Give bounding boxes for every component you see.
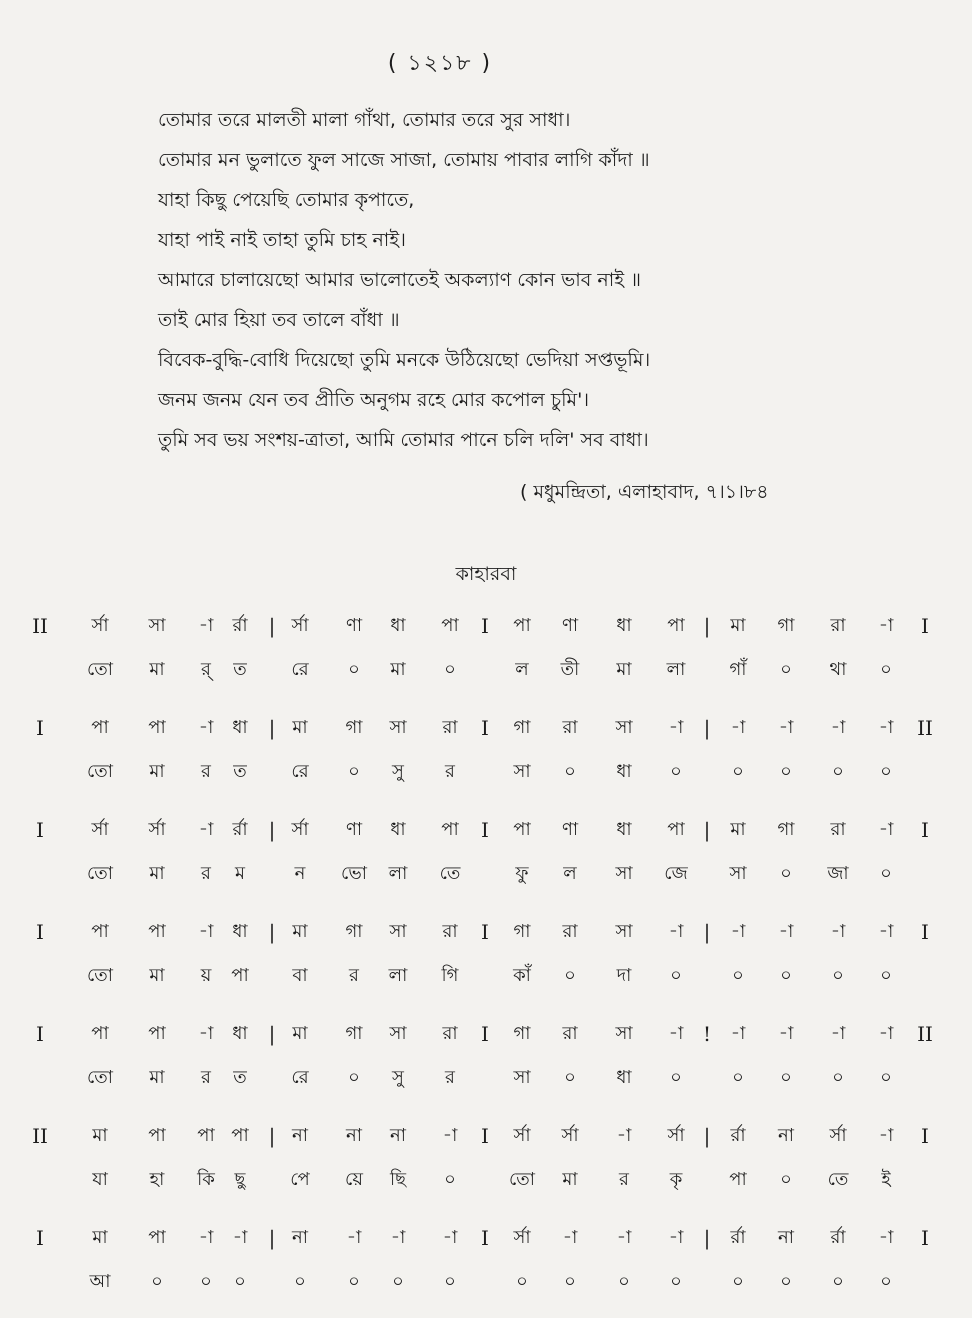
swara-note: -া	[198, 717, 214, 738]
lyric-syllable: সু	[392, 761, 404, 782]
swara-note: গা	[345, 1023, 363, 1044]
lyric-syllable: ন	[294, 863, 306, 884]
swara-note: রা	[442, 717, 458, 738]
swara-note: ধা	[616, 819, 632, 840]
swara-note: পা	[148, 921, 166, 942]
swara-note: না	[778, 1227, 794, 1248]
notation-block	[0, 604, 972, 706]
lyric-syllable: রে	[291, 1067, 309, 1088]
swara-note: -া	[878, 717, 894, 738]
lyric-syllable: সা	[513, 1067, 531, 1088]
lyric-syllable: ছু	[234, 1169, 246, 1190]
lyric-syllable: জে	[664, 863, 688, 884]
lyric-syllable: গাঁ	[729, 659, 747, 680]
swara-note: র্সা	[513, 1227, 531, 1248]
bar-line: |	[268, 1022, 276, 1046]
swara-note: পা	[148, 1023, 166, 1044]
bar-line-end: I	[921, 818, 929, 842]
song-lyrics	[158, 100, 958, 460]
swara-note: -া	[878, 1227, 894, 1248]
swara-note: পা	[148, 1227, 166, 1248]
lyric-syllable: পা	[231, 965, 249, 986]
swara-note: রা	[562, 1023, 578, 1044]
swara-note: র্রা	[730, 1125, 746, 1146]
lyric-syllable: ০	[732, 761, 744, 782]
lyric-syllable: ০	[732, 965, 744, 986]
lyric-syllable: তো	[86, 1067, 114, 1088]
swara-row	[0, 604, 972, 648]
lyric-syllable: ০	[880, 965, 892, 986]
lyric-syllable: ভো	[341, 863, 367, 884]
swara-note: মা	[292, 717, 308, 738]
bar-line-start: I	[36, 1022, 44, 1046]
lyric-syllable: মা	[616, 659, 632, 680]
swara-note: মা	[92, 1125, 108, 1146]
lyric-syllable: র	[201, 1067, 211, 1088]
lyric-syllable: তো	[86, 965, 114, 986]
swara-note: ধা	[390, 615, 406, 636]
bar-line: I	[481, 1022, 489, 1046]
lyric-syllable: ০	[444, 1271, 456, 1292]
lyric-syllable: তো	[86, 659, 114, 680]
lyric-syllable: রে	[291, 659, 309, 680]
swara-note: না	[346, 1125, 362, 1146]
swara-note: -া	[198, 615, 214, 636]
swara-note: পা	[231, 1125, 249, 1146]
bar-line: |	[703, 1124, 711, 1148]
lyric-syllable: কাঁ	[513, 965, 531, 986]
verse-line: তুমি সব ভয় সংশয়-ত্রাতা, আমি তোমার পানে চলি দলি' সব বাধা।	[158, 429, 649, 451]
bar-line-end: I	[921, 614, 929, 638]
swara-note: -া	[668, 921, 684, 942]
lyric-syllable: মা	[149, 659, 165, 680]
lyric-row	[0, 750, 972, 794]
swara-note: রা	[562, 717, 578, 738]
swara-note: রা	[830, 819, 846, 840]
swara-note: র্সা	[667, 1125, 685, 1146]
swara-note: পা	[667, 615, 685, 636]
lyric-syllable: র	[445, 1067, 455, 1088]
swara-note: -া	[346, 1227, 362, 1248]
verse-line: তোমার তরে মালতী মালা গাঁথা, তোমার তরে সুর সাধা।	[158, 109, 571, 131]
swara-note: পা	[91, 921, 109, 942]
swara-note: পা	[667, 819, 685, 840]
lyric-syllable: সা	[513, 761, 531, 782]
swara-note: মা	[292, 921, 308, 942]
swara-note: -া	[198, 921, 214, 942]
swara-note: পা	[513, 819, 531, 840]
bar-line: I	[481, 920, 489, 944]
lyric-syllable: তে	[827, 1169, 849, 1190]
swara-note: -া	[878, 921, 894, 942]
lyric-syllable: ০	[618, 1271, 630, 1292]
bar-line: |	[703, 716, 711, 740]
swara-row	[0, 1216, 972, 1260]
swara-note: ণা	[561, 615, 579, 636]
lyric-syllable: র	[201, 863, 211, 884]
lyric-syllable: ০	[780, 863, 792, 884]
lyric-syllable: ০	[564, 1271, 576, 1292]
swara-note: -া	[198, 1023, 214, 1044]
swara-note: ধা	[232, 1023, 248, 1044]
verse-line: জনম জনম যেন তব প্রীতি অনুগম রহে মোর কপোল চুমি'।	[158, 389, 590, 411]
bar-line-end: I	[921, 1226, 929, 1250]
verse-line: তোমার মন ভুলাতে ফুল সাজে সাজা, তোমায় পাবার লাগি কাঁদা ॥	[158, 149, 650, 171]
swara-note: র্রা	[730, 1227, 746, 1248]
swara-note: -া	[616, 1125, 632, 1146]
swara-note: পা	[441, 615, 459, 636]
lyric-syllable: লা	[388, 863, 408, 884]
lyric-syllable: ০	[151, 1271, 163, 1292]
lyric-syllable: ০	[780, 1067, 792, 1088]
lyric-syllable: পে	[290, 1169, 310, 1190]
notation-block	[0, 1216, 972, 1318]
lyric-syllable: রে	[291, 761, 309, 782]
swara-row	[0, 706, 972, 750]
lyric-syllable: আ	[89, 1271, 111, 1292]
swara-note: ধা	[232, 717, 248, 738]
swara-note: -া	[878, 1023, 894, 1044]
swara-note: র্সা	[148, 819, 166, 840]
swara-note: না	[778, 1125, 794, 1146]
notation-block	[0, 808, 972, 910]
swara-note: গা	[345, 921, 363, 942]
swara-note: গা	[513, 717, 531, 738]
lyric-syllable: ০	[732, 1067, 744, 1088]
lyric-syllable: ই	[881, 1169, 891, 1190]
swara-note: সা	[615, 921, 633, 942]
bar-line-start: I	[36, 920, 44, 944]
swara-row	[0, 808, 972, 852]
lyric-syllable: ফু	[515, 863, 529, 884]
lyric-syllable: ম	[235, 863, 245, 884]
swara-note: র্সা	[829, 1125, 847, 1146]
lyric-syllable: ০	[564, 1067, 576, 1088]
lyric-syllable: ০	[780, 761, 792, 782]
lyric-syllable: লা	[666, 659, 686, 680]
lyric-syllable: ধা	[616, 1067, 632, 1088]
bar-line-start: II	[32, 614, 48, 638]
lyric-syllable: মা	[149, 761, 165, 782]
swara-note: র্সা	[291, 615, 309, 636]
swara-note: সা	[148, 615, 166, 636]
lyric-syllable: ০	[880, 659, 892, 680]
bar-line: |	[703, 818, 711, 842]
lyric-syllable: ০	[780, 1169, 792, 1190]
bar-line: I	[481, 1124, 489, 1148]
bar-line: |	[268, 818, 276, 842]
swara-note: পা	[148, 1125, 166, 1146]
swara-note: ণা	[345, 819, 363, 840]
lyric-syllable: ০	[516, 1271, 528, 1292]
swara-note: -া	[442, 1125, 458, 1146]
lyric-row	[0, 1056, 972, 1100]
swara-note: -া	[830, 1023, 846, 1044]
swara-note: পা	[513, 615, 531, 636]
swara-note: মা	[92, 1227, 108, 1248]
lyric-syllable: ০	[832, 761, 844, 782]
lyric-syllable: বা	[292, 965, 308, 986]
swara-note: মা	[292, 1023, 308, 1044]
lyric-syllable: দা	[616, 965, 632, 986]
swara-note: -া	[778, 921, 794, 942]
swara-note: র্সা	[561, 1125, 579, 1146]
lyric-syllable: ০	[348, 1067, 360, 1088]
lyric-syllable: ত	[233, 1067, 247, 1088]
lyric-syllable: ল	[515, 659, 529, 680]
lyric-syllable: ০	[348, 659, 360, 680]
bar-line: I	[481, 818, 489, 842]
swara-note: -া	[562, 1227, 578, 1248]
swara-note: র্সা	[291, 819, 309, 840]
swara-note: পা	[148, 717, 166, 738]
lyric-syllable: তী	[560, 659, 580, 680]
lyric-syllable: ০	[348, 761, 360, 782]
lyric-syllable: কৃ	[669, 1169, 683, 1190]
lyric-syllable: ধা	[616, 761, 632, 782]
lyric-syllable: গি	[441, 965, 459, 986]
swara-note: -া	[778, 717, 794, 738]
swara-note: রা	[562, 921, 578, 942]
lyric-syllable: সা	[615, 863, 633, 884]
swara-note: গা	[513, 1023, 531, 1044]
swara-note: -া	[668, 717, 684, 738]
lyric-syllable: ০	[880, 1271, 892, 1292]
swara-note: -া	[668, 1023, 684, 1044]
lyric-syllable: ০	[670, 761, 682, 782]
lyric-row	[0, 852, 972, 896]
lyric-syllable: ০	[200, 1271, 212, 1292]
lyric-syllable: জা	[827, 863, 849, 884]
bar-line: |	[268, 920, 276, 944]
lyric-syllable: মা	[562, 1169, 578, 1190]
lyric-row	[0, 954, 972, 998]
swara-row	[0, 1012, 972, 1056]
lyric-syllable: সু	[392, 1067, 404, 1088]
verse-line: যাহা কিছু পেয়েছি তোমার কৃপাতে,	[158, 189, 415, 211]
bar-line: |	[268, 1124, 276, 1148]
swara-note: -া	[232, 1227, 248, 1248]
swara-note: পা	[91, 1023, 109, 1044]
verse-line: আমারে চালায়েছো আমার ভালোতেই অকল্যাণ কোন ভাব নাই ॥	[158, 269, 641, 291]
bar-line: I	[481, 614, 489, 638]
notation-block	[0, 1012, 972, 1114]
swara-note: পা	[91, 717, 109, 738]
lyric-syllable: র	[619, 1169, 629, 1190]
lyric-syllable: মা	[390, 659, 406, 680]
notation-table	[0, 604, 972, 1318]
swara-note: সা	[615, 717, 633, 738]
swara-note: র্সা	[513, 1125, 531, 1146]
lyric-row	[0, 648, 972, 692]
taal-name: কাহারবা	[455, 563, 517, 585]
swara-note: না	[292, 1227, 308, 1248]
bar-line-start: II	[32, 1124, 48, 1148]
lyric-syllable: ত	[233, 659, 247, 680]
lyric-syllable: ০	[564, 965, 576, 986]
swara-note: -া	[442, 1227, 458, 1248]
lyric-syllable: ০	[564, 761, 576, 782]
swara-note: ধা	[390, 819, 406, 840]
lyric-syllable: ০	[780, 1271, 792, 1292]
bar-line-end: I	[921, 920, 929, 944]
lyric-syllable: পা	[729, 1169, 747, 1190]
lyric-row	[0, 1158, 972, 1202]
swara-note: -া	[198, 819, 214, 840]
bar-line-start: I	[36, 716, 44, 740]
lyric-syllable: মা	[149, 965, 165, 986]
swara-note: -া	[198, 1227, 214, 1248]
lyric-syllable: ০	[732, 1271, 744, 1292]
bar-line: I	[481, 1226, 489, 1250]
swara-note: রা	[442, 1023, 458, 1044]
lyric-syllable: কি	[197, 1169, 215, 1190]
lyric-syllable: ল	[563, 863, 577, 884]
swara-note: গা	[345, 717, 363, 738]
bar-line-start: I	[36, 818, 44, 842]
bar-line: |	[268, 1226, 276, 1250]
lyric-syllable: তে	[439, 863, 461, 884]
lyric-syllable: হা	[149, 1169, 165, 1190]
swara-note: র্রা	[232, 819, 248, 840]
swara-note: -া	[878, 819, 894, 840]
lyric-syllable: লা	[388, 965, 408, 986]
swara-note: ণা	[561, 819, 579, 840]
lyric-syllable: ০	[832, 1067, 844, 1088]
bar-line: |	[703, 920, 711, 944]
lyric-syllable: মা	[149, 863, 165, 884]
lyric-syllable: ০	[832, 965, 844, 986]
notation-block	[0, 910, 972, 1012]
lyric-syllable: তো	[86, 863, 114, 884]
lyric-syllable: র	[349, 965, 359, 986]
lyric-syllable: যা	[92, 1169, 108, 1190]
lyric-syllable: ত	[233, 761, 247, 782]
swara-note: সা	[389, 1023, 407, 1044]
lyric-syllable: ০	[444, 1169, 456, 1190]
notation-block	[0, 1114, 972, 1216]
lyric-syllable: র্	[201, 659, 211, 680]
swara-note: পা	[197, 1125, 215, 1146]
lyric-syllable: তো	[508, 1169, 536, 1190]
page-number: ( ১২১৮ )	[387, 51, 493, 76]
swara-note: -া	[730, 717, 746, 738]
swara-note: -া	[390, 1227, 406, 1248]
lyric-syllable: ০	[880, 1067, 892, 1088]
bar-line: |	[703, 1226, 711, 1250]
verse-line: যাহা পাই নাই তাহা তুমি চাহ নাই।	[158, 229, 406, 251]
lyric-syllable: ০	[348, 1271, 360, 1292]
notation-block	[0, 706, 972, 808]
bar-line: I	[481, 716, 489, 740]
swara-note: গা	[777, 819, 795, 840]
lyric-syllable: থা	[829, 659, 847, 680]
swara-note: না	[292, 1125, 308, 1146]
swara-note: ধা	[232, 921, 248, 942]
swara-note: গা	[777, 615, 795, 636]
bar-line: |	[703, 614, 711, 638]
swara-note: না	[390, 1125, 406, 1146]
attribution: ( মধুমন্দ্রিতা, এলাহাবাদ, ৭।১।৮৪	[520, 481, 769, 503]
lyric-syllable: র	[445, 761, 455, 782]
swara-row	[0, 1114, 972, 1158]
bar-line: |	[268, 716, 276, 740]
bar-line: !	[702, 1022, 712, 1046]
swara-note: সা	[615, 1023, 633, 1044]
lyric-syllable: ০	[880, 761, 892, 782]
lyric-syllable: ০	[670, 1067, 682, 1088]
bar-line-end: II	[917, 716, 933, 740]
lyric-syllable: ০	[780, 965, 792, 986]
swara-note: রা	[830, 615, 846, 636]
bar-line-end: I	[921, 1124, 929, 1148]
lyric-syllable: মা	[149, 1067, 165, 1088]
lyric-syllable: ০	[670, 965, 682, 986]
lyric-syllable: য়	[200, 965, 212, 986]
lyric-row	[0, 1260, 972, 1304]
lyric-syllable: ০	[670, 1271, 682, 1292]
lyric-syllable: ০	[234, 1271, 246, 1292]
lyric-syllable: ০	[880, 863, 892, 884]
lyric-syllable: ০	[832, 1271, 844, 1292]
verse-line: বিবেক-বুদ্ধি-বোধি দিয়েছো তুমি মনকে উঠিয়েছো ভেদিয়া সপ্তভূমি।	[158, 349, 651, 371]
bar-line-end: II	[917, 1022, 933, 1046]
swara-note: পা	[441, 819, 459, 840]
swara-note: -া	[616, 1227, 632, 1248]
swara-note: -া	[878, 1125, 894, 1146]
lyric-syllable: ০	[392, 1271, 404, 1292]
lyric-syllable: ছি	[389, 1169, 407, 1190]
lyric-syllable: ০	[780, 659, 792, 680]
swara-note: সা	[389, 921, 407, 942]
swara-note: -া	[878, 615, 894, 636]
lyric-syllable: র	[201, 761, 211, 782]
swara-note: -া	[830, 921, 846, 942]
lyric-syllable: য়ে	[345, 1169, 363, 1190]
swara-note: ধা	[616, 615, 632, 636]
lyric-syllable: ০	[444, 659, 456, 680]
swara-row	[0, 910, 972, 954]
swara-note: মা	[730, 819, 746, 840]
swara-note: -া	[668, 1227, 684, 1248]
swara-note: রা	[442, 921, 458, 942]
lyric-syllable: সা	[729, 863, 747, 884]
swara-note: -া	[778, 1023, 794, 1044]
swara-note: র্সা	[91, 615, 109, 636]
swara-note: -া	[730, 921, 746, 942]
swara-note: গা	[513, 921, 531, 942]
swara-note: ণা	[345, 615, 363, 636]
swara-note: র্রা	[232, 615, 248, 636]
swara-note: মা	[730, 615, 746, 636]
swara-note: সা	[389, 717, 407, 738]
bar-line: |	[268, 614, 276, 638]
swara-note: র্সা	[91, 819, 109, 840]
swara-note: -া	[730, 1023, 746, 1044]
lyric-syllable: ০	[294, 1271, 306, 1292]
bar-line-start: I	[36, 1226, 44, 1250]
lyric-syllable: তো	[86, 761, 114, 782]
swara-note: র্রা	[830, 1227, 846, 1248]
swara-note: -া	[830, 717, 846, 738]
verse-line: তাই মোর হিয়া তব তালে বাঁধা ॥	[158, 309, 400, 331]
